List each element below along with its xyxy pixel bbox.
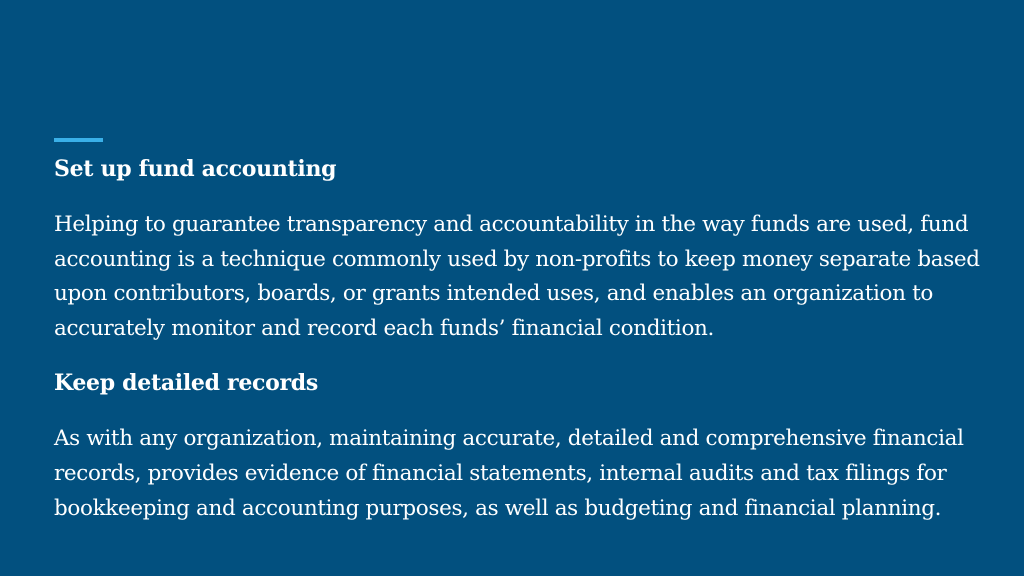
section-heading: Set up fund accounting <box>54 156 337 182</box>
section-detailed-records <box>54 366 994 526</box>
section-body: As with any organization, maintaining accurate, detailed and comprehensive financial records, provides evidence of financial statements, internal audits and tax filings for bookkeeping and accounting purposes, as well as budgeting and financial planning. <box>54 426 964 521</box>
slide-content <box>54 152 994 526</box>
section-heading: Keep detailed records <box>54 370 318 397</box>
section-fund-accounting <box>54 152 994 346</box>
accent-bar <box>54 138 103 142</box>
section-body: Helping to guarantee transparency and accountability in the way funds are used, fund accounting is a technique commonly used by non-profits to keep money separate based upon contributors, boards, or grants intended uses, and enables an organization to accurately monitor and record each funds’ financial condition. <box>54 212 980 341</box>
